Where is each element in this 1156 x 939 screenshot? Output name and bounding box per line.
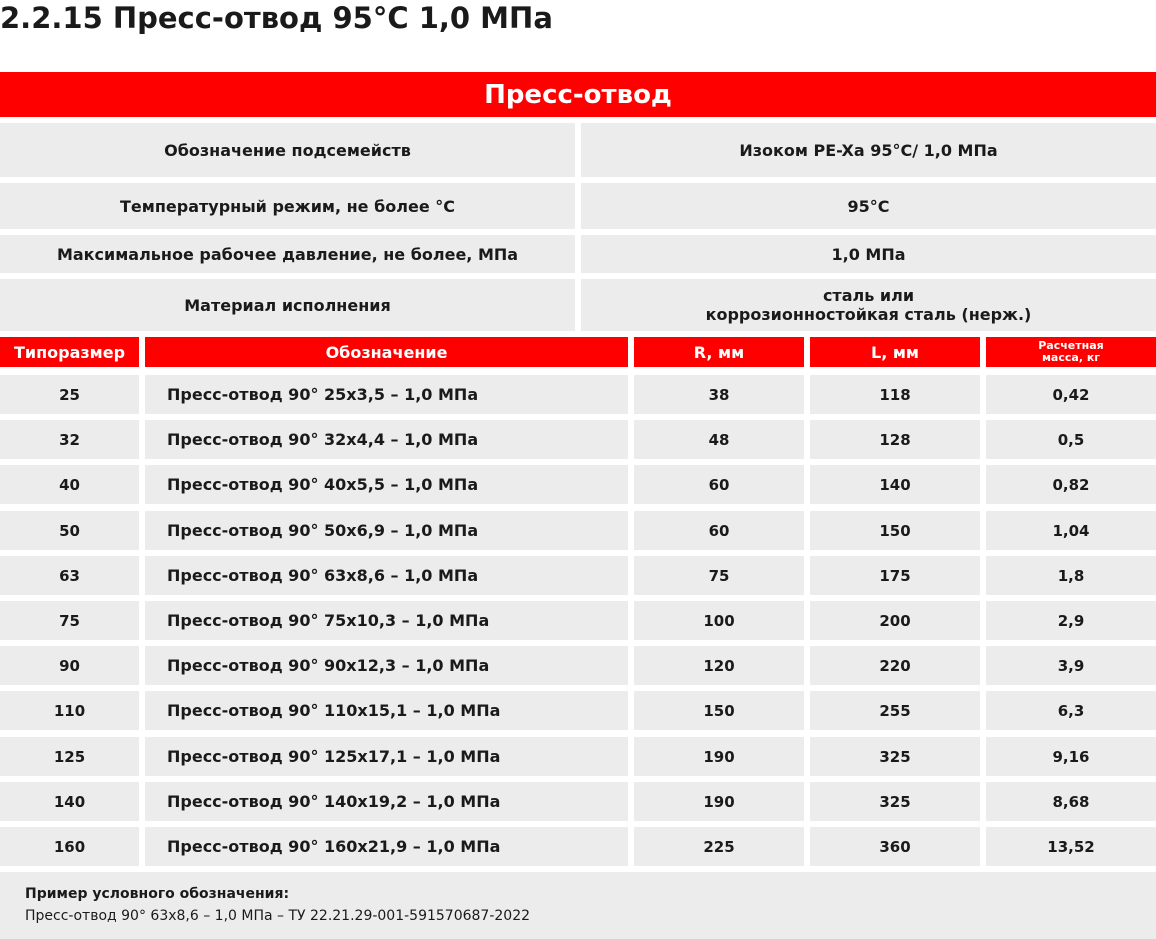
cell-l: 325 [810,782,980,821]
cell-mass: 13,52 [986,827,1156,866]
cell-mass: 1,04 [986,511,1156,550]
cell-designation: Пресс-отвод 90° 63х8,6 – 1,0 МПа [145,556,628,595]
cell-size: 40 [0,465,139,504]
cell-mass: 6,3 [986,691,1156,730]
cell-r: 225 [634,827,804,866]
property-value [581,279,1156,331]
cell-l: 200 [810,601,980,640]
cell-designation: Пресс-отвод 90° 75х10,3 – 1,0 МПа [145,601,628,640]
cell-mass: 0,42 [986,375,1156,414]
cell-size: 32 [0,420,139,459]
column-header-mass-line: Расчетная [1038,339,1104,352]
property-value-line: сталь или [822,286,915,305]
cell-l: 150 [810,511,980,550]
cell-mass: 2,9 [986,601,1156,640]
cell-r: 75 [634,556,804,595]
cell-r: 190 [634,737,804,776]
property-value-line: 95°С [847,196,890,216]
property-row [0,279,1156,331]
cell-mass: 8,68 [986,782,1156,821]
cell-designation: Пресс-отвод 90° 25х3,5 – 1,0 МПа [145,375,628,414]
table-row [0,511,1156,550]
cell-l: 118 [810,375,980,414]
cell-designation: Пресс-отвод 90° 90х12,3 – 1,0 МПа [145,646,628,685]
cell-r: 48 [634,420,804,459]
column-header-r: R, мм [634,337,804,367]
table-row [0,691,1156,730]
cell-designation: Пресс-отвод 90° 50х6,9 – 1,0 МПа [145,511,628,550]
cell-l: 360 [810,827,980,866]
table-row [0,420,1156,459]
property-row [0,123,1156,177]
property-value [581,123,1156,177]
cell-designation: Пресс-отвод 90° 110х15,1 – 1,0 МПа [145,691,628,730]
cell-r: 120 [634,646,804,685]
cell-size: 90 [0,646,139,685]
property-row [0,235,1156,273]
column-header-l: L, мм [810,337,980,367]
cell-size: 140 [0,782,139,821]
designation-example [0,872,1156,939]
table-row [0,737,1156,776]
cell-size: 50 [0,511,139,550]
column-header-mass-line: масса, кг [1041,351,1101,364]
cell-l: 220 [810,646,980,685]
property-value [581,183,1156,229]
cell-mass: 3,9 [986,646,1156,685]
column-header-size: Типоразмер [0,337,139,367]
table-row [0,782,1156,821]
example-label: Пример условного обозначения: [25,886,290,902]
page-title: 2.2.15 Пресс-отвод 95°C 1,0 МПа [0,1,553,35]
column-header-mass [986,337,1156,367]
cell-r: 150 [634,691,804,730]
cell-mass: 1,8 [986,556,1156,595]
cell-size: 25 [0,375,139,414]
cell-r: 190 [634,782,804,821]
cell-size: 160 [0,827,139,866]
cell-r: 60 [634,511,804,550]
cell-r: 60 [634,465,804,504]
cell-mass: 0,5 [986,420,1156,459]
table-row [0,556,1156,595]
table-row [0,646,1156,685]
cell-size: 63 [0,556,139,595]
example-text: Пресс-отвод 90° 63х8,6 – 1,0 МПа – ТУ 22.21.29-001-591570687-2022 [25,908,531,924]
cell-l: 255 [810,691,980,730]
column-header-designation: Обозначение [145,337,628,367]
property-value-line: коррозионностойкая сталь (нерж.) [705,305,1032,324]
property-value-line: 1,0 МПа [831,244,906,264]
section-banner [0,72,1156,117]
banner-title: Пресс-отвод [484,79,672,110]
cell-size: 75 [0,601,139,640]
cell-designation: Пресс-отвод 90° 140х19,2 – 1,0 МПа [145,782,628,821]
cell-l: 140 [810,465,980,504]
property-label: Обозначение подсемейств [0,123,575,177]
table-row [0,827,1156,866]
cell-designation: Пресс-отвод 90° 40х5,5 – 1,0 МПа [145,465,628,504]
cell-designation: Пресс-отвод 90° 32х4,4 – 1,0 МПа [145,420,628,459]
cell-mass: 9,16 [986,737,1156,776]
property-label: Материал исполнения [0,279,575,331]
cell-l: 325 [810,737,980,776]
cell-r: 100 [634,601,804,640]
cell-l: 128 [810,420,980,459]
table-row [0,375,1156,414]
cell-l: 175 [810,556,980,595]
cell-r: 38 [634,375,804,414]
table-row [0,465,1156,504]
property-value-line: Изоком PE-Xa 95°C/ 1,0 МПа [739,140,998,160]
property-label: Температурный режим, не более °С [0,183,575,229]
cell-designation: Пресс-отвод 90° 125х17,1 – 1,0 МПа [145,737,628,776]
property-row [0,183,1156,229]
cell-mass: 0,82 [986,465,1156,504]
cell-size: 125 [0,737,139,776]
cell-size: 110 [0,691,139,730]
cell-designation: Пресс-отвод 90° 160х21,9 – 1,0 МПа [145,827,628,866]
table-row [0,601,1156,640]
property-label: Максимальное рабочее давление, не более, МПа [0,235,575,273]
property-value [581,235,1156,273]
